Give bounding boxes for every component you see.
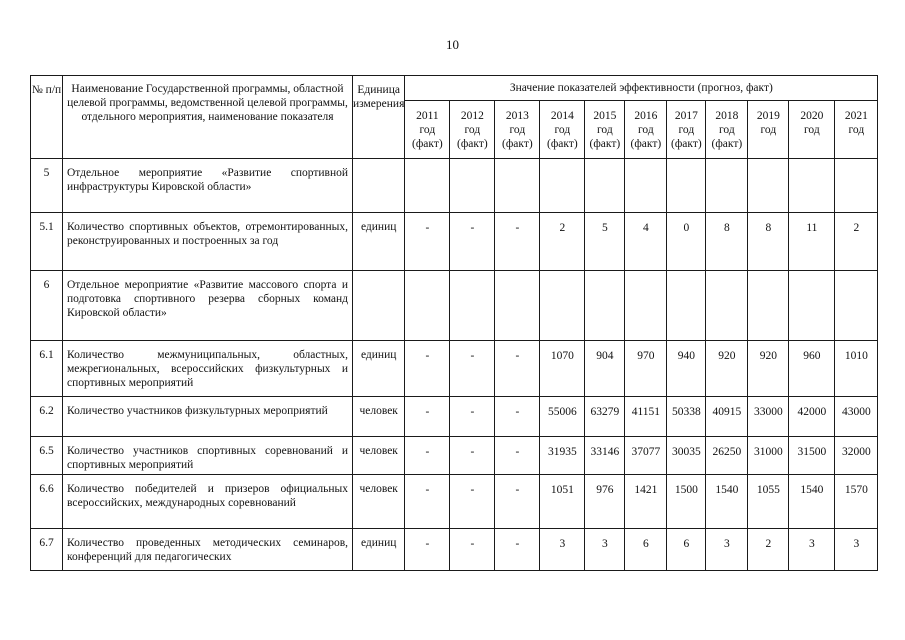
row-value: 1570 [835,475,878,529]
row-value: - [405,341,450,397]
row-value: 31000 [748,437,789,475]
year-line-y: 2019 [756,109,780,122]
year-line-l3 [835,137,877,151]
row-value: 2 [540,213,585,271]
row-value: 1540 [789,475,835,529]
row-value: 960 [789,341,835,397]
year-line-l3: (факт) [589,137,621,150]
year-line-l2: год [719,123,735,136]
row-value: - [495,475,540,529]
row-unit: человек [353,437,405,475]
header-unit: Единица измерения [353,76,405,159]
row-value: 32000 [835,437,878,475]
row-value: 11 [789,213,835,271]
row-unit: единиц [353,213,405,271]
row-value: 43000 [835,397,878,437]
indicators-table [30,75,878,571]
year-line-l2: год [419,123,436,136]
row-unit [353,271,405,341]
row-name: Отдельное мероприятие «Развитие массового спорта и подготовка спортивного резерва сборных команд Кировской области» [63,271,353,341]
table-row [31,475,878,529]
row-value [748,271,789,341]
row-number: 6.5 [31,437,63,475]
row-unit: единиц [353,341,405,397]
year-line-y: 2013 [505,109,529,122]
row-value: 3 [585,529,625,571]
row-value: 2 [748,529,789,571]
row-value: - [405,529,450,571]
table-row [31,437,878,475]
row-name: Количество межмуниципальных, областных, межрегиональных, всероссийских физкультурных и спортивных мероприятий [63,341,353,397]
row-name: Количество спортивных объектов, отремонтированных, реконструированных и построенных за год [63,213,353,271]
row-value: - [405,213,450,271]
table-row [31,341,878,397]
year-line-l3: (факт) [412,137,443,150]
year-line-y: 2018 [715,109,739,122]
header-number: № п/п [31,76,63,159]
year-line-l3 [789,137,834,151]
row-value: 1500 [667,475,706,529]
row-value [540,159,585,213]
row-unit: человек [353,475,405,529]
row-value: - [450,437,495,475]
row-name: Отдельное мероприятие «Развитие спортивной инфраструктуры Кировской области» [63,159,353,213]
row-number: 6.6 [31,475,63,529]
row-number: 5.1 [31,213,63,271]
row-value: 976 [585,475,625,529]
year-line-y: 2012 [460,109,484,122]
row-value: 1540 [706,475,748,529]
row-value: - [495,213,540,271]
row-value [748,159,789,213]
header-values: Значение показателей эффективности (прогноз, факт) [405,76,878,101]
table-row [31,397,878,437]
row-value: 1055 [748,475,789,529]
row-value [667,271,706,341]
header-year-2018 [706,101,748,159]
row-unit: единиц [353,529,405,571]
header-name: Наименование Государственной программы, областной целевой программы, ведомственной целевой программы, отдельного мероприятия, наименование показателя [63,76,353,159]
row-value: 1051 [540,475,585,529]
row-value: 33146 [585,437,625,475]
year-line-y: 2020 [800,109,824,122]
row-value: 3 [540,529,585,571]
header-year-2019 [748,101,789,159]
row-value: - [405,437,450,475]
row-name: Количество проведенных методических семинаров, конференций для педагогических [63,529,353,571]
header-year-2021 [835,101,878,159]
row-value: - [495,397,540,437]
year-line-l3: (факт) [547,137,578,150]
row-number: 6.7 [31,529,63,571]
row-value: 8 [748,213,789,271]
row-value: 0 [667,213,706,271]
row-name: Количество участников спортивных соревнований и спортивных мероприятий [63,437,353,475]
year-line-y: 2021 [844,109,868,122]
row-value: 8 [706,213,748,271]
row-value: - [450,529,495,571]
year-line-l2: год [554,123,571,136]
row-value: 30035 [667,437,706,475]
row-value [540,271,585,341]
row-number: 5 [31,159,63,213]
row-value [835,271,878,341]
row-value: 2 [835,213,878,271]
row-value: 920 [706,341,748,397]
row-value: 970 [625,341,667,397]
row-value: 63279 [585,397,625,437]
row-value: - [495,437,540,475]
table-row [31,529,878,571]
year-line-y: 2016 [634,109,658,122]
row-value: 3 [789,529,835,571]
row-value: 6 [667,529,706,571]
row-value [495,159,540,213]
row-number: 6.1 [31,341,63,397]
row-value: 904 [585,341,625,397]
header-year-2015 [585,101,625,159]
header-year-2013 [495,101,540,159]
year-line-y: 2015 [593,109,617,122]
row-value: 3 [835,529,878,571]
row-value: 1010 [835,341,878,397]
row-name: Количество участников физкультурных мероприятий [63,397,353,437]
page-number: 10 [446,37,459,52]
year-line-l3: (факт) [630,137,662,150]
row-unit: человек [353,397,405,437]
year-line-l3: (факт) [711,137,743,150]
row-value: 50338 [667,397,706,437]
row-value: 4 [625,213,667,271]
row-value: 920 [748,341,789,397]
row-value: 31500 [789,437,835,475]
row-value [585,271,625,341]
row-value [450,271,495,341]
row-value: - [405,397,450,437]
row-number: 6 [31,271,63,341]
table-row [31,213,878,271]
row-value: - [495,529,540,571]
row-value: 1421 [625,475,667,529]
row-value [706,159,748,213]
year-line-y: 2017 [674,109,698,122]
row-value: 40915 [706,397,748,437]
row-value: - [450,213,495,271]
row-value: 5 [585,213,625,271]
row-value: - [405,475,450,529]
row-value [789,271,835,341]
row-unit [353,159,405,213]
year-line-l2: год [678,123,695,136]
row-value [667,159,706,213]
row-value: - [450,475,495,529]
row-value: 37077 [625,437,667,475]
header-year-2012 [450,101,495,159]
row-value: 6 [625,529,667,571]
year-line-l2: год [509,123,526,136]
row-value: 42000 [789,397,835,437]
row-value [706,271,748,341]
row-value [625,271,667,341]
row-value: 1070 [540,341,585,397]
row-value [450,159,495,213]
year-line-y: 2014 [550,109,574,122]
row-value: - [450,397,495,437]
row-value [625,159,667,213]
year-line-l2: год [760,123,777,136]
row-value: - [450,341,495,397]
row-value [585,159,625,213]
row-value: 41151 [625,397,667,437]
header-year-2017 [667,101,706,159]
header-year-2020 [789,101,835,159]
row-value [789,159,835,213]
row-value [405,159,450,213]
year-line-l3: (факт) [457,137,488,150]
year-line-l2: год [848,123,865,136]
year-line-l2: год [464,123,481,136]
header-year-2016 [625,101,667,159]
row-number: 6.2 [31,397,63,437]
year-line-l2: год [597,123,613,136]
row-value: 940 [667,341,706,397]
year-line-l3 [748,137,788,151]
year-line-l2: год [804,123,820,136]
row-value: 3 [706,529,748,571]
year-line-l2: год [638,123,654,136]
year-line-y: 2011 [416,109,439,122]
row-value [405,271,450,341]
header-year-2011 [405,101,450,159]
row-value [835,159,878,213]
row-value: 33000 [748,397,789,437]
row-value [495,271,540,341]
row-name: Количество победителей и призеров официальных всероссийских, международных соревнований [63,475,353,529]
table-row [31,159,878,213]
row-value: 26250 [706,437,748,475]
row-value: 31935 [540,437,585,475]
row-value: 55006 [540,397,585,437]
header-year-2014 [540,101,585,159]
year-line-l3: (факт) [671,137,702,150]
year-line-l3: (факт) [502,137,533,150]
row-value: - [495,341,540,397]
table-row [31,271,878,341]
